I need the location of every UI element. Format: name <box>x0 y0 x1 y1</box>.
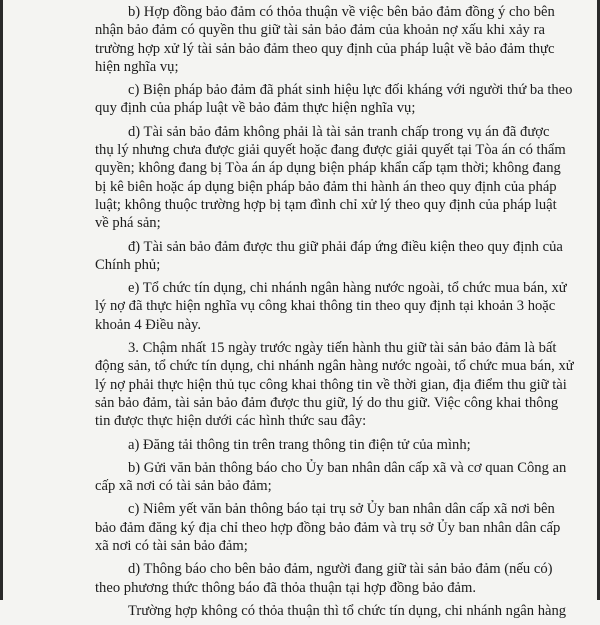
text-line: b) Gửi văn bản thông báo cho Ủy ban nhân dân cấp xã và cơ quan Công an <box>128 459 567 476</box>
paragraph <box>95 3 555 76</box>
text-line: cấp xã nơi có tài sản bảo đảm; <box>95 478 272 495</box>
paragraph <box>95 560 553 597</box>
text-line: lý nợ đã thực hiện nghĩa vụ công khai thông tin theo quy định tại khoản 3 hoặc <box>95 298 556 315</box>
text-line: về phá sản; <box>95 215 161 232</box>
paragraph <box>95 238 563 275</box>
paragraph <box>95 279 567 334</box>
text-line: hiện nghĩa vụ; <box>95 58 179 75</box>
paragraph <box>95 81 573 118</box>
text-line: lý nợ phải thực hiện thủ tục công khai thông tin về thời gian, địa điểm thu giữ tài <box>95 376 567 393</box>
document-page <box>95 3 574 625</box>
text-line: d) Thông báo cho bên bảo đảm, người đang giữ tài sản bảo đảm (nếu có) <box>128 561 553 578</box>
text-line: quyền; không đang bị Tòa án áp dụng biện pháp khẩn cấp tạm thời; không đang <box>95 160 561 177</box>
text-line: thụ lý nhưng chưa được giải quyết hoặc đang được giải quyết tại Tòa án có thẩm <box>95 142 566 159</box>
text-line: bảo đảm đăng ký địa chỉ theo hợp đồng bảo đảm và trụ sở Ủy ban nhân dân cấp <box>95 519 561 536</box>
text-line: đ) Tài sản bảo đảm được thu giữ phải đáp ứng điều kiện theo quy định của <box>128 238 563 255</box>
scan-left-edge <box>0 0 3 600</box>
paragraph <box>95 339 574 430</box>
text-line: xã nơi có tài sản bảo đảm; <box>95 538 248 555</box>
text-line: theo phương thức thông báo đã thỏa thuận tại hợp đồng bảo đảm. <box>95 579 477 596</box>
text-line: c) Niêm yết văn bản thông báo tại trụ sở Ủy ban nhân dân cấp xã nơi bên <box>128 501 555 518</box>
paragraph <box>95 500 561 555</box>
text-line: nhận bảo đảm có quyền thu giữ tài sản bảo đảm của khoản nợ xấu khi xảy ra <box>95 22 545 39</box>
text-line: trường hợp xử lý tài sản bảo đảm theo quy định của pháp luật về bảo đảm thực <box>95 40 555 57</box>
text-line: a) Đăng tải thông tin trên trang thông tin điện tử của mình; <box>128 436 471 453</box>
text-line: e) Tổ chức tín dụng, chi nhánh ngân hàng nước ngoài, tổ chức mua bán, xử <box>128 280 567 297</box>
paragraph <box>95 459 567 496</box>
text-line: Trường hợp không có thỏa thuận thì tổ chức tín dụng, chi nhánh ngân hàng <box>128 602 567 619</box>
text-line: Chính phủ; <box>95 256 161 273</box>
text-line: d) Tài sản bảo đảm không phải là tài sản tranh chấp trong vụ án đã được <box>128 123 550 140</box>
text-line: 3. Chậm nhất 15 ngày trước ngày tiến hành thu giữ tài sản bảo đảm là bất <box>128 340 557 357</box>
text-line: bị kê biên hoặc áp dụng biện pháp bảo đảm thi hành án theo quy định của pháp <box>95 178 557 195</box>
text-line: quy định của pháp luật về bảo đảm thực hiện nghĩa vụ; <box>95 100 416 117</box>
paragraph <box>95 123 566 233</box>
text-line: c) Biện pháp bảo đảm đã phát sinh hiệu lực đối kháng với người thứ ba theo <box>128 82 573 99</box>
text-line: sản bảo đảm, tài sản bảo đảm được thu giữ, lý do thu giữ. Việc công khai thông <box>95 394 559 411</box>
paragraph <box>95 436 545 454</box>
text-line: luật; không thuộc trường hợp bị tạm đình chỉ xử lý theo quy định của pháp luật <box>95 196 557 213</box>
text-line: động sản, tổ chức tín dụng, chi nhánh ngân hàng nước ngoài, tổ chức mua bán, xử <box>95 358 574 375</box>
text-line: tin được thực hiện dưới các hình thức sau đây: <box>95 413 367 430</box>
text-line: b) Hợp đồng bảo đảm có thỏa thuận về việc bên bảo đảm đồng ý cho bên <box>128 4 555 20</box>
text-line: khoản 4 Điều này. <box>95 316 202 333</box>
paragraph <box>95 602 567 620</box>
